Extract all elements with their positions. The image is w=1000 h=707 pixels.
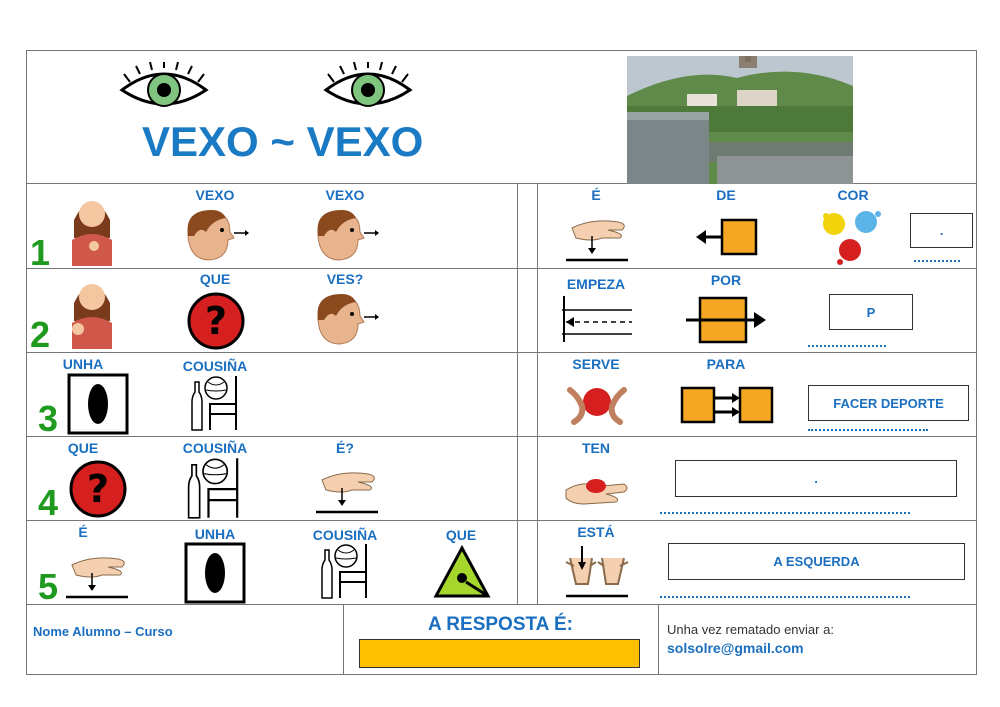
eye-icon [118, 62, 210, 114]
svg-text:?: ? [86, 467, 110, 511]
one-card-icon [184, 542, 246, 604]
hands-ball-icon [564, 376, 630, 432]
final-answer-input[interactable] [359, 639, 640, 668]
hand-holding-icon [562, 466, 632, 510]
answer-dotted-line [660, 512, 910, 514]
word-label: TEN [582, 440, 610, 456]
footer-col-2 [658, 604, 659, 675]
svg-text:?: ? [204, 299, 228, 343]
word-label: É [591, 187, 601, 203]
word-label: QUE [445, 527, 477, 543]
answer-field[interactable]: FACER DEPORTE [808, 385, 969, 421]
row-line-2 [26, 352, 977, 353]
row-line-3 [26, 436, 977, 437]
triangle-eye-icon [432, 544, 492, 600]
answer-field[interactable]: . [910, 213, 973, 248]
girl-pointing-you-icon [64, 273, 120, 349]
word-label: PARA [706, 356, 746, 372]
hand-is-icon [312, 460, 382, 516]
answer-dotted-line [808, 429, 928, 431]
objects-icon [316, 542, 374, 600]
word-label: UNHA [194, 526, 236, 542]
answer-field[interactable]: . [675, 460, 957, 497]
hand-is-icon [562, 208, 632, 264]
answer-heading: A RESPOSTA É: [428, 614, 573, 635]
objects-icon [182, 456, 246, 520]
through-arrow-icon [686, 296, 768, 346]
eye-icon [322, 62, 414, 114]
word-label: COUSIÑA [182, 358, 248, 374]
objects-icon [186, 374, 244, 432]
hand-is-icon [62, 545, 132, 601]
row-number: 4 [38, 482, 59, 523]
email-address[interactable]: solsolre@gmail.com [667, 640, 804, 656]
head-seeing-icon [182, 208, 252, 264]
word-label: QUE [199, 271, 231, 287]
girl-pointing-self-icon [64, 190, 120, 266]
row-line-4 [26, 520, 977, 521]
footer-line [26, 604, 977, 605]
start-arrow-icon [560, 294, 634, 344]
word-label: COUSIÑA [312, 527, 378, 543]
word-label: É? [336, 440, 354, 456]
word-label: UNHA [62, 356, 104, 372]
answer-dotted-line [660, 596, 910, 598]
word-label: ESTÁ [577, 524, 615, 540]
word-label: VEXO [195, 187, 235, 203]
word-label: SERVE [572, 356, 620, 372]
center-divider [517, 183, 518, 605]
answer-dotted-line [914, 260, 960, 262]
head-seeing-icon [312, 292, 382, 348]
question-mark-icon [68, 459, 128, 519]
word-label: É [78, 524, 88, 540]
answer-field[interactable]: A ESQUERDA [668, 543, 965, 580]
word-label: EMPEZA [566, 276, 626, 292]
for-arrow-icon [680, 386, 776, 424]
answer-dotted-line [808, 345, 886, 347]
from-arrow-icon [694, 218, 758, 256]
row-number: 2 [30, 314, 51, 355]
word-label: QUE [67, 440, 99, 456]
answer-field[interactable]: P [829, 294, 913, 330]
paint-splash-icon [820, 206, 886, 268]
hands-left-icon [562, 544, 632, 600]
row-number: 3 [38, 398, 59, 439]
one-card-icon [67, 373, 129, 435]
row-line-1 [26, 268, 977, 269]
town-castle-photo [627, 56, 853, 184]
word-label: VEXO [325, 187, 365, 203]
word-label: DE [716, 187, 736, 203]
row-number: 1 [30, 232, 51, 273]
word-label: COR [837, 187, 869, 203]
send-instructions: Unha vez rematado enviar a: [667, 622, 834, 637]
page-title: VEXO ~ VEXO [142, 118, 424, 165]
word-label: COUSIÑA [182, 440, 248, 456]
question-mark-icon [186, 291, 246, 351]
row-number: 5 [38, 566, 59, 607]
head-seeing-icon [312, 208, 382, 264]
student-name-label: Nome Alumno – Curso [33, 624, 173, 639]
word-label: VES? [326, 271, 364, 287]
word-label: POR [710, 272, 742, 288]
center-divider-2 [537, 183, 538, 605]
